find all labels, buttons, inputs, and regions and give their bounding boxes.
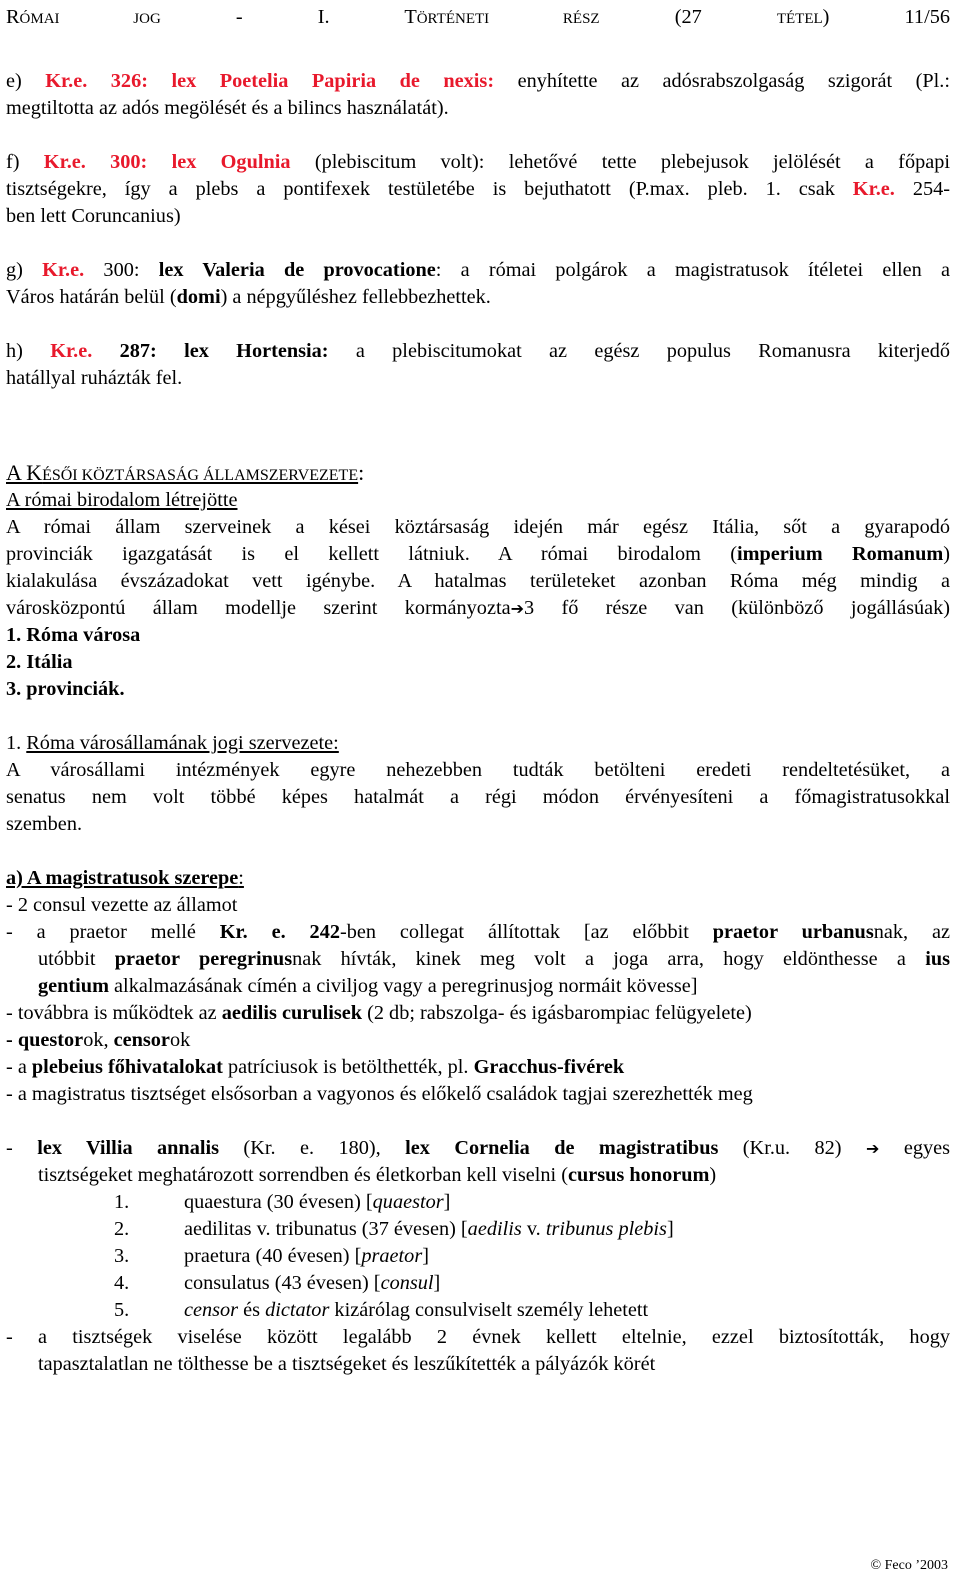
mag-item-lex-villia-line1: - lex Villia annalis (Kr. e. 180), lex Cornelia de magistratibus (Kr.u. 82) ➔ egyes xyxy=(6,1137,951,1159)
header-title-part: - I. T xyxy=(160,6,417,28)
lex-ogulnia: Kr.e. 300: lex Ogulnia xyxy=(43,151,291,173)
mag-item-plebeius: - a plebeius főhivatalokat patríciusok is betölthették, pl. Gracchus-fivérek xyxy=(6,1056,625,1078)
item-g-line1: g) Kr.e. 300: lex Valeria de provocatione: a római polgárok a magistratusok ítéletei ellen a xyxy=(6,259,951,281)
section-title-late-republic: A KÉSŐI KÖZTÁRSASÁG ÁLLAMSZERVEZETE: xyxy=(6,460,365,485)
late-p2: provinciák igazgatását is el kellett látniuk. A római birodalom (imperium Romanum) xyxy=(6,543,951,565)
item-g-line2: Város határán belül (domi) a népgyűléshez fellebbezhettek. xyxy=(6,286,491,308)
item-f-line2: tisztségekre, így a plebs a pontifexek testületébe is bejuthatott (P.max. pleb. 1. csak Kr.e. 254- xyxy=(6,178,950,200)
mag-item-questor: - questorok, censorok xyxy=(6,1029,191,1051)
header-title-part5: ) xyxy=(822,6,830,28)
roma-p3: szemben. xyxy=(6,813,83,835)
item-e-line1: e) Kr.e. 326: lex Poetelia Papiria de nexis: enyhítette az adósrabszolgaság szigorát (Pl.: xyxy=(6,70,950,92)
mag-item-praetor-line3: gentium alkalmazásának címén a civiljog vagy a peregrinusjog normáit kövesse] xyxy=(38,975,698,997)
header-title-part4: TÉTEL xyxy=(776,11,823,27)
section-heading-roma: 1. Róma városállamának jogi szervezete: xyxy=(6,732,339,754)
section-heading-magistratus: a) A magistratusok szerepe: xyxy=(6,867,244,889)
mag-item-interval-line2: tapasztalatlan ne tölthesse be a tisztségeket és leszűkítették a pályázók körét xyxy=(38,1353,656,1375)
late-p1: A római állam szerveinek a kései köztársaság idején már egész Itália, sőt a gyarapodó xyxy=(6,516,950,538)
item-f-line3: ben lett Coruncanius) xyxy=(6,205,181,227)
roma-p2: senatus nem volt többé képes hatalmát a régi módon érvényesíteni a főmagistratusokkal xyxy=(6,786,950,808)
mag-item-consul: - 2 consul vezette az államot xyxy=(6,894,238,916)
mag-item-aedilis: - továbbra is működtek az aedilis curulisek (2 db; rabszolga- és igásbarompiac felügyelete) xyxy=(6,1002,752,1024)
item-e-line2: megtiltotta az adós megölését és a bilincs használatát). xyxy=(6,97,449,119)
item-h-line2: hatállyal ruházták fel. xyxy=(6,367,183,389)
item-f-line1: f) Kr.e. 300: lex Ogulnia (plebiscitum volt): lehetővé tette plebejusok jelölését a főpapi xyxy=(6,151,950,173)
lex-hortensia: 287: lex Hortensia: xyxy=(92,340,329,362)
mag-item-vagyonos: - a magistratus tisztséget elsősorban a vagyonos és előkelő családok tagjai szerezhették meg xyxy=(6,1083,753,1105)
list-item-roma: 1. Róma városa xyxy=(6,624,141,646)
mag-item-lex-villia-line2: tisztségeket meghatározott sorrendben és életkorban kell viselni (cursus honorum) xyxy=(38,1164,717,1186)
arrow-icon: ➔ xyxy=(866,1139,880,1158)
page-number: 11/56 xyxy=(904,6,950,28)
subtitle-empire: A római birodalom létrejötte xyxy=(6,489,238,511)
roma-p1: A városállami intézmények egyre nehezebben tudták betölteni eredeti rendeltetésüket, a xyxy=(6,759,950,781)
header-title-rest: ÓMAI JOG xyxy=(19,11,161,27)
arrow-icon: ➔ xyxy=(510,599,524,618)
item-h-line1: h) Kr.e. 287: lex Hortensia: a plebiscitumokat az egész populus Romanusra kiterjedő xyxy=(6,340,951,362)
footer-copyright: © Feco ’2003 xyxy=(870,1558,948,1573)
mag-item-praetor-line1: - a praetor mellé Kr. e. 242-ben collegat állítottak [az előbbit praetor urbanusnak, az xyxy=(6,921,950,943)
header-title-part3: (27 xyxy=(599,6,777,28)
lex-valeria: lex Valeria de provocatione xyxy=(158,259,436,281)
mag-item-interval-line1: - a tisztségek viselése között legalább 2 évnek kellett eltelnie, ezzel biztosították, hogy xyxy=(6,1326,950,1348)
lex-poetelia: Kr.e. 326: lex Poetelia Papiria de nexis: xyxy=(45,70,495,92)
header-title-initial: R xyxy=(6,6,20,28)
list-item-italia: 2. Itália xyxy=(6,651,73,673)
page-header xyxy=(6,4,950,32)
late-p3: kialakulása évszázadokat vett igénybe. A hatalmas területeket azonban Róma még mindig a xyxy=(6,570,950,592)
header-title-part2: ÖRTÉNETI RÉSZ xyxy=(416,11,600,27)
mag-item-praetor-line2: utóbbit praetor peregrinusnak hívták, kinek meg volt a joga arra, hogy eldönthesse a ius xyxy=(38,948,950,970)
late-p4: városközpontú állam modellje szerint kormányozta➔3 fő része van (különböző jogállásúak) xyxy=(6,597,950,619)
list-item-provinciak: 3. provinciák. xyxy=(6,678,125,700)
